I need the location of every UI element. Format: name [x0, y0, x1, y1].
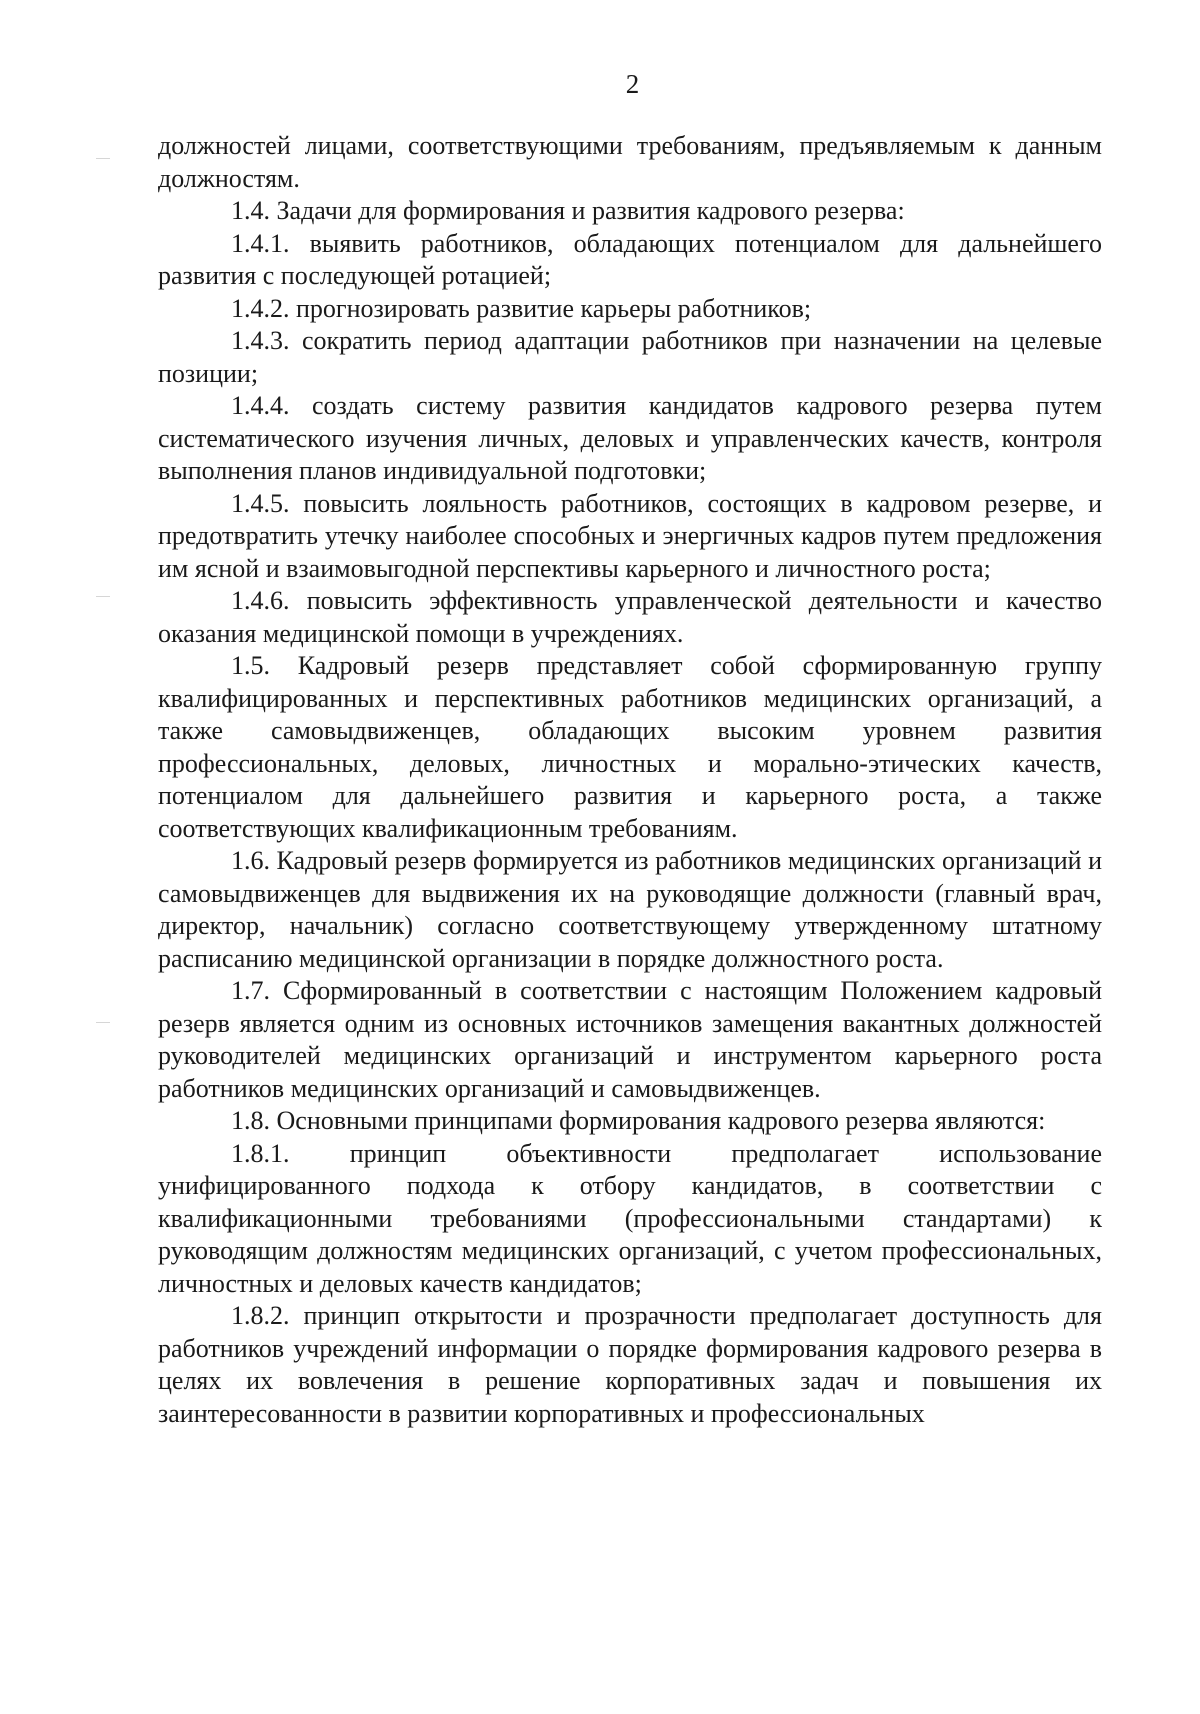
paragraph-1-4-6: 1.4.6. повысить эффективность управленческой деятельности и качество оказания медицинской помощи в учреждениях. — [158, 586, 1102, 648]
paragraph-1-5: 1.5. Кадровый резерв представляет собой сформированную группу квалифицированных и перспективных работников медицинских организаций, а также самовыдвиженцев, обладающих высоким уровнем развития профессиональных, деловых, личностных и морально-этических качеств, потенциалом для дальнейшего развития и карьерного роста, а также соответствующих квалификационным требованиям. — [158, 651, 1102, 843]
paragraph-1-4: 1.4. Задачи для формирования и развития кадрового резерва: — [231, 196, 905, 225]
document-body — [158, 130, 1102, 1430]
scan-artifact — [96, 596, 110, 597]
paragraph-1-4-4: 1.4.4. создать систему развития кандидатов кадрового резерва путем систематического изучения личных, деловых и управленческих качеств, контроля выполнения планов индивидуальной подготовки; — [158, 391, 1102, 485]
paragraph-1-8-2: 1.8.2. принцип открытости и прозрачности предполагает доступность для работников учреждений информации о порядке формирования кадрового резерва в целях их вовлечения в решение корпоративных задач и повышения их заинтересованности в развитии корпоративных и профессиональных — [158, 1301, 1102, 1428]
paragraph-1-7: 1.7. Сформированный в соответствии с настоящим Положением кадровый резерв является одним из основных источников замещения вакантных должностей руководителей медицинских организаций и инструментом карьерного роста работников медицинских организаций и самовыдвиженцев. — [158, 976, 1102, 1103]
paragraph-1-8: 1.8. Основными принципами формирования кадрового резерва являются: — [231, 1106, 1046, 1135]
paragraph-1-4-1: 1.4.1. выявить работников, обладающих потенциалом для дальнейшего развития с последующей ротацией; — [158, 228, 1102, 290]
paragraph-continuation: должностей лицами, соответствующими требованиям, предъявляемым к данным должностям. — [158, 131, 1102, 193]
paragraph-1-6: 1.6. Кадровый резерв формируется из работников медицинских организаций и самовыдвиженцев для выдвижения их на руководящие должности (главный врач, директор, начальник) согласно соответствующему утвержденному штатному расписанию медицинской организации в порядке должностного роста. — [158, 846, 1102, 973]
page-number: 2 — [625, 69, 640, 99]
scan-artifact — [96, 1022, 110, 1023]
paragraph-1-8-1: 1.8.1. принцип объективности предполагает использование унифицированного подхода к отбору кандидатов, в соответствии с квалификационными требованиями (профессиональными стандартами) к руководящим должностям медицинских организаций, с учетом профессиональных, личностных и деловых качеств кандидатов; — [158, 1138, 1102, 1298]
paragraph-1-4-3: 1.4.3. сократить период адаптации работников при назначении на целевые позиции; — [158, 326, 1102, 388]
scan-artifact — [96, 158, 110, 159]
paragraph-1-4-5: 1.4.5. повысить лояльность работников, состоящих в кадровом резерве, и предотвратить утечку наиболее способных и энергичных кадров путем предложения им ясной и взаимовыгодной перспективы карьерного и личностного роста; — [158, 488, 1102, 583]
paragraph-1-4-2: 1.4.2. прогнозировать развитие карьеры работников; — [231, 293, 812, 323]
